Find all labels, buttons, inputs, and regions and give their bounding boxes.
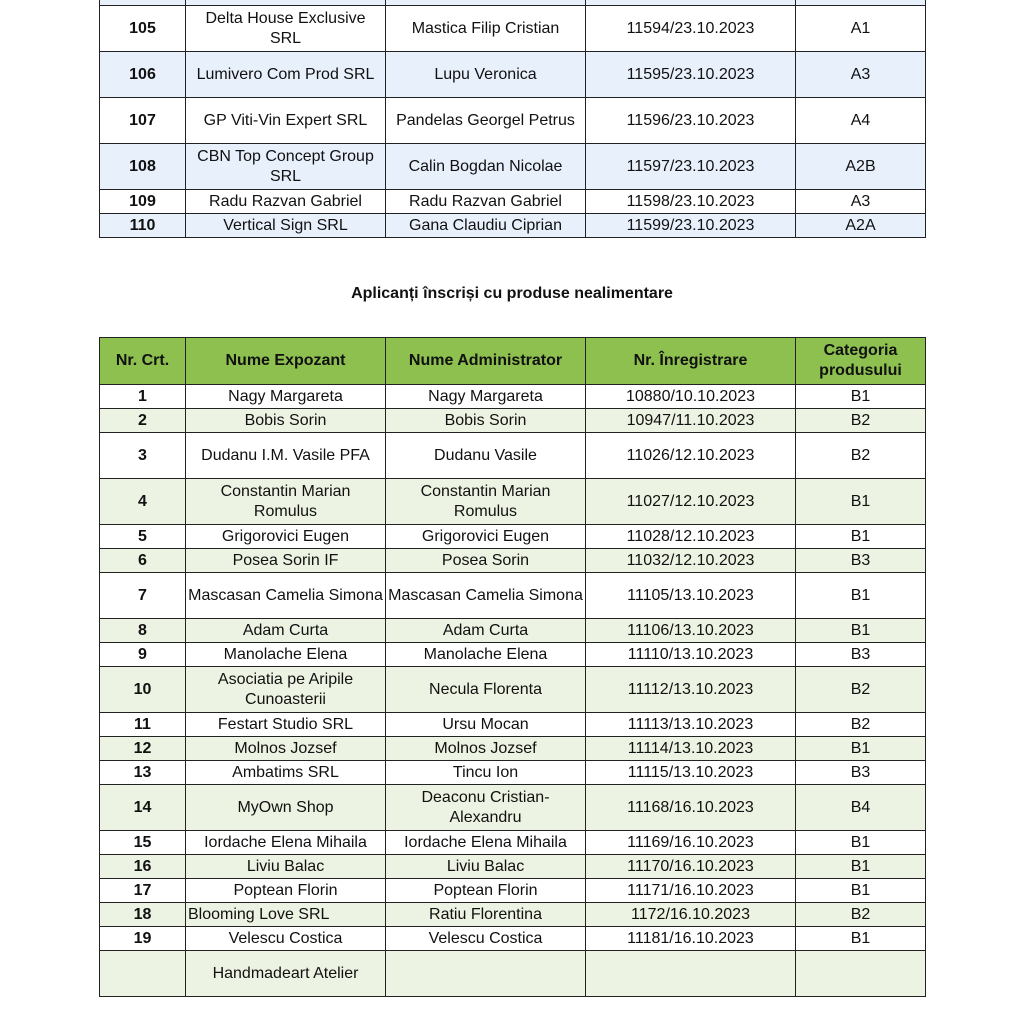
cell-expozant: Handmadeart Atelier [186,951,386,997]
cell-expozant: Asociatia pe Aripile Cunoasterii [186,667,386,713]
cell-nr: 110 [100,214,186,238]
cell-nr: 16 [100,855,186,879]
cell-categorie: B2 [796,903,926,927]
table-row [100,927,926,951]
table-row [100,903,926,927]
cell-administrator: Dudanu Vasile [386,433,586,479]
table-row [100,385,926,409]
cell-inregistrare: 11169/16.10.2023 [586,831,796,855]
cell-expozant: Festart Studio SRL [186,713,386,737]
cell-administrator: Nagy Margareta [386,385,586,409]
cell-nr: 105 [100,6,186,52]
cell-expozant: Iordache Elena Mihaila [186,831,386,855]
table-row [100,479,926,525]
cell-nr: 7 [100,573,186,619]
cell-expozant: Nagy Margareta [186,385,386,409]
cell-categorie: A1 [796,6,926,52]
cell-inregistrare: 11170/16.10.2023 [586,855,796,879]
cell-inregistrare: 10880/10.10.2023 [586,385,796,409]
cell-administrator: Radu Razvan Gabriel [386,190,586,214]
cell-inregistrare: 11113/13.10.2023 [586,713,796,737]
cell-categorie: A2B [796,144,926,190]
table-row [100,785,926,831]
cell-nr: 10 [100,667,186,713]
cell-administrator: Ratiu Florentina [386,903,586,927]
cell-inregistrare: 10947/11.10.2023 [586,409,796,433]
table-row [100,214,926,238]
cell-nr: 14 [100,785,186,831]
table-row [100,831,926,855]
cell-inregistrare: 11110/13.10.2023 [586,643,796,667]
table-row [100,951,926,997]
cell-administrator: Liviu Balac [386,855,586,879]
cell-administrator: Necula Florenta [386,667,586,713]
cell-inregistrare: 11028/12.10.2023 [586,525,796,549]
cell-expozant: Liviu Balac [186,855,386,879]
cell-inregistrare: 11114/13.10.2023 [586,737,796,761]
cell-expozant: Vertical Sign SRL [186,214,386,238]
non-food-applicants-table [99,337,926,997]
cell-categorie: B2 [796,667,926,713]
cell-nr: 2 [100,409,186,433]
table-row [100,433,926,479]
cell-categorie: B1 [796,855,926,879]
header-nr-crt: Nr. Crt. [100,338,186,385]
cell-expozant: Manolache Elena [186,643,386,667]
cell-inregistrare: 11595/23.10.2023 [586,52,796,98]
table-header-row [100,338,926,385]
table-row [100,643,926,667]
cell-expozant: CBN Top Concept Group SRL [186,144,386,190]
cell-expozant: Grigorovici Eugen [186,525,386,549]
cell-categorie: A4 [796,98,926,144]
cell-categorie: B2 [796,713,926,737]
table-row [100,879,926,903]
cell-administrator: Lupu Veronica [386,52,586,98]
cell-expozant: Velescu Costica [186,927,386,951]
cell-nr: 109 [100,190,186,214]
cell-inregistrare: 11026/12.10.2023 [586,433,796,479]
cell-nr: 4 [100,479,186,525]
cell-inregistrare: 11598/23.10.2023 [586,190,796,214]
cell-expozant: Ambatims SRL [186,761,386,785]
cell-categorie: B1 [796,927,926,951]
cell-administrator: Constantin Marian Romulus [386,479,586,525]
table-row [100,713,926,737]
table-row [100,549,926,573]
header-categoria-produsului: Categoria produsului [796,338,926,385]
table-row [100,619,926,643]
cell-administrator: Pandelas Georgel Petrus [386,98,586,144]
cell-administrator: Mastica Filip Cristian [386,6,586,52]
cell-categorie: B3 [796,549,926,573]
table-row [100,667,926,713]
cell-nr [100,951,186,997]
cell-inregistrare: 11181/16.10.2023 [586,927,796,951]
cell-administrator [386,951,586,997]
cell-administrator: Molnos Jozsef [386,737,586,761]
table-row [100,573,926,619]
cell-nr: 5 [100,525,186,549]
cell-administrator: Deaconu Cristian-Alexandru [386,785,586,831]
cell-categorie: B1 [796,525,926,549]
cell-expozant: Blooming Love SRL [186,903,386,927]
header-nr-inregistrare: Nr. Înregistrare [586,338,796,385]
cell-nr: 15 [100,831,186,855]
cell-inregistrare: 11168/16.10.2023 [586,785,796,831]
cell-nr: 1 [100,385,186,409]
table-row [100,525,926,549]
cell-expozant: Lumivero Com Prod SRL [186,52,386,98]
cell-expozant: Adam Curta [186,619,386,643]
cell-categorie: B2 [796,433,926,479]
cell-categorie: B1 [796,573,926,619]
table-row [100,52,926,98]
header-nume-expozant: Nume Expozant [186,338,386,385]
cell-administrator: Posea Sorin [386,549,586,573]
cell-expozant: Radu Razvan Gabriel [186,190,386,214]
cell-nr: 17 [100,879,186,903]
cell-inregistrare: 11594/23.10.2023 [586,6,796,52]
table-row [100,144,926,190]
cell-categorie: B1 [796,479,926,525]
cell-expozant: Constantin Marian Romulus [186,479,386,525]
cell-expozant: Bobis Sorin [186,409,386,433]
cell-nr: 106 [100,52,186,98]
section-title: Aplicanți înscriși cu produse nealimentare [351,285,673,302]
header-nume-administrator: Nume Administrator [386,338,586,385]
table-row [100,737,926,761]
cell-administrator: Gana Claudiu Ciprian [386,214,586,238]
cell-nr: 9 [100,643,186,667]
cell-expozant: Posea Sorin IF [186,549,386,573]
cell-categorie: B3 [796,643,926,667]
table-row [100,98,926,144]
cell-nr: 108 [100,144,186,190]
cell-expozant: GP Viti-Vin Expert SRL [186,98,386,144]
cell-categorie: B1 [796,619,926,643]
cell-categorie: B1 [796,737,926,761]
cell-nr: 18 [100,903,186,927]
cell-nr: 12 [100,737,186,761]
cell-expozant: Poptean Florin [186,879,386,903]
cell-administrator: Adam Curta [386,619,586,643]
cell-expozant: Dudanu I.M. Vasile PFA [186,433,386,479]
cell-inregistrare: 1172/16.10.2023 [586,903,796,927]
food-applicants-table-continued [99,0,926,238]
cell-nr: 6 [100,549,186,573]
cell-categorie: B3 [796,761,926,785]
cell-administrator: Manolache Elena [386,643,586,667]
cell-expozant: MyOwn Shop [186,785,386,831]
table-row [100,761,926,785]
cell-categorie: B1 [796,831,926,855]
cell-nr: 19 [100,927,186,951]
cell-expozant: Delta House Exclusive SRL [186,6,386,52]
cell-categorie: A3 [796,52,926,98]
cell-categorie: A3 [796,190,926,214]
cell-inregistrare [586,951,796,997]
cell-inregistrare: 11106/13.10.2023 [586,619,796,643]
cell-nr: 8 [100,619,186,643]
cell-administrator: Grigorovici Eugen [386,525,586,549]
cell-inregistrare: 11115/13.10.2023 [586,761,796,785]
cell-inregistrare: 11596/23.10.2023 [586,98,796,144]
cell-categorie: B4 [796,785,926,831]
cell-categorie: B1 [796,879,926,903]
cell-inregistrare: 11112/13.10.2023 [586,667,796,713]
cell-nr: 107 [100,98,186,144]
table-row [100,855,926,879]
cell-nr: 13 [100,761,186,785]
cell-inregistrare: 11105/13.10.2023 [586,573,796,619]
cell-nr: 3 [100,433,186,479]
cell-administrator: Velescu Costica [386,927,586,951]
cell-categorie: B1 [796,385,926,409]
cell-inregistrare: 11032/12.10.2023 [586,549,796,573]
cell-categorie: B2 [796,409,926,433]
cell-administrator: Poptean Florin [386,879,586,903]
cell-inregistrare: 11597/23.10.2023 [586,144,796,190]
cell-administrator: Ursu Mocan [386,713,586,737]
cell-administrator: Tincu Ion [386,761,586,785]
cell-administrator: Calin Bogdan Nicolae [386,144,586,190]
cell-inregistrare: 11599/23.10.2023 [586,214,796,238]
cell-administrator: Bobis Sorin [386,409,586,433]
cell-administrator: Mascasan Camelia Simona [386,573,586,619]
cell-inregistrare: 11027/12.10.2023 [586,479,796,525]
cell-expozant: Molnos Jozsef [186,737,386,761]
cell-expozant: Mascasan Camelia Simona [186,573,386,619]
table-row [100,6,926,52]
table-row [100,190,926,214]
table-row [100,409,926,433]
cell-administrator: Iordache Elena Mihaila [386,831,586,855]
cell-nr: 11 [100,713,186,737]
cell-inregistrare: 11171/16.10.2023 [586,879,796,903]
cell-categorie: A2A [796,214,926,238]
cell-categorie [796,951,926,997]
